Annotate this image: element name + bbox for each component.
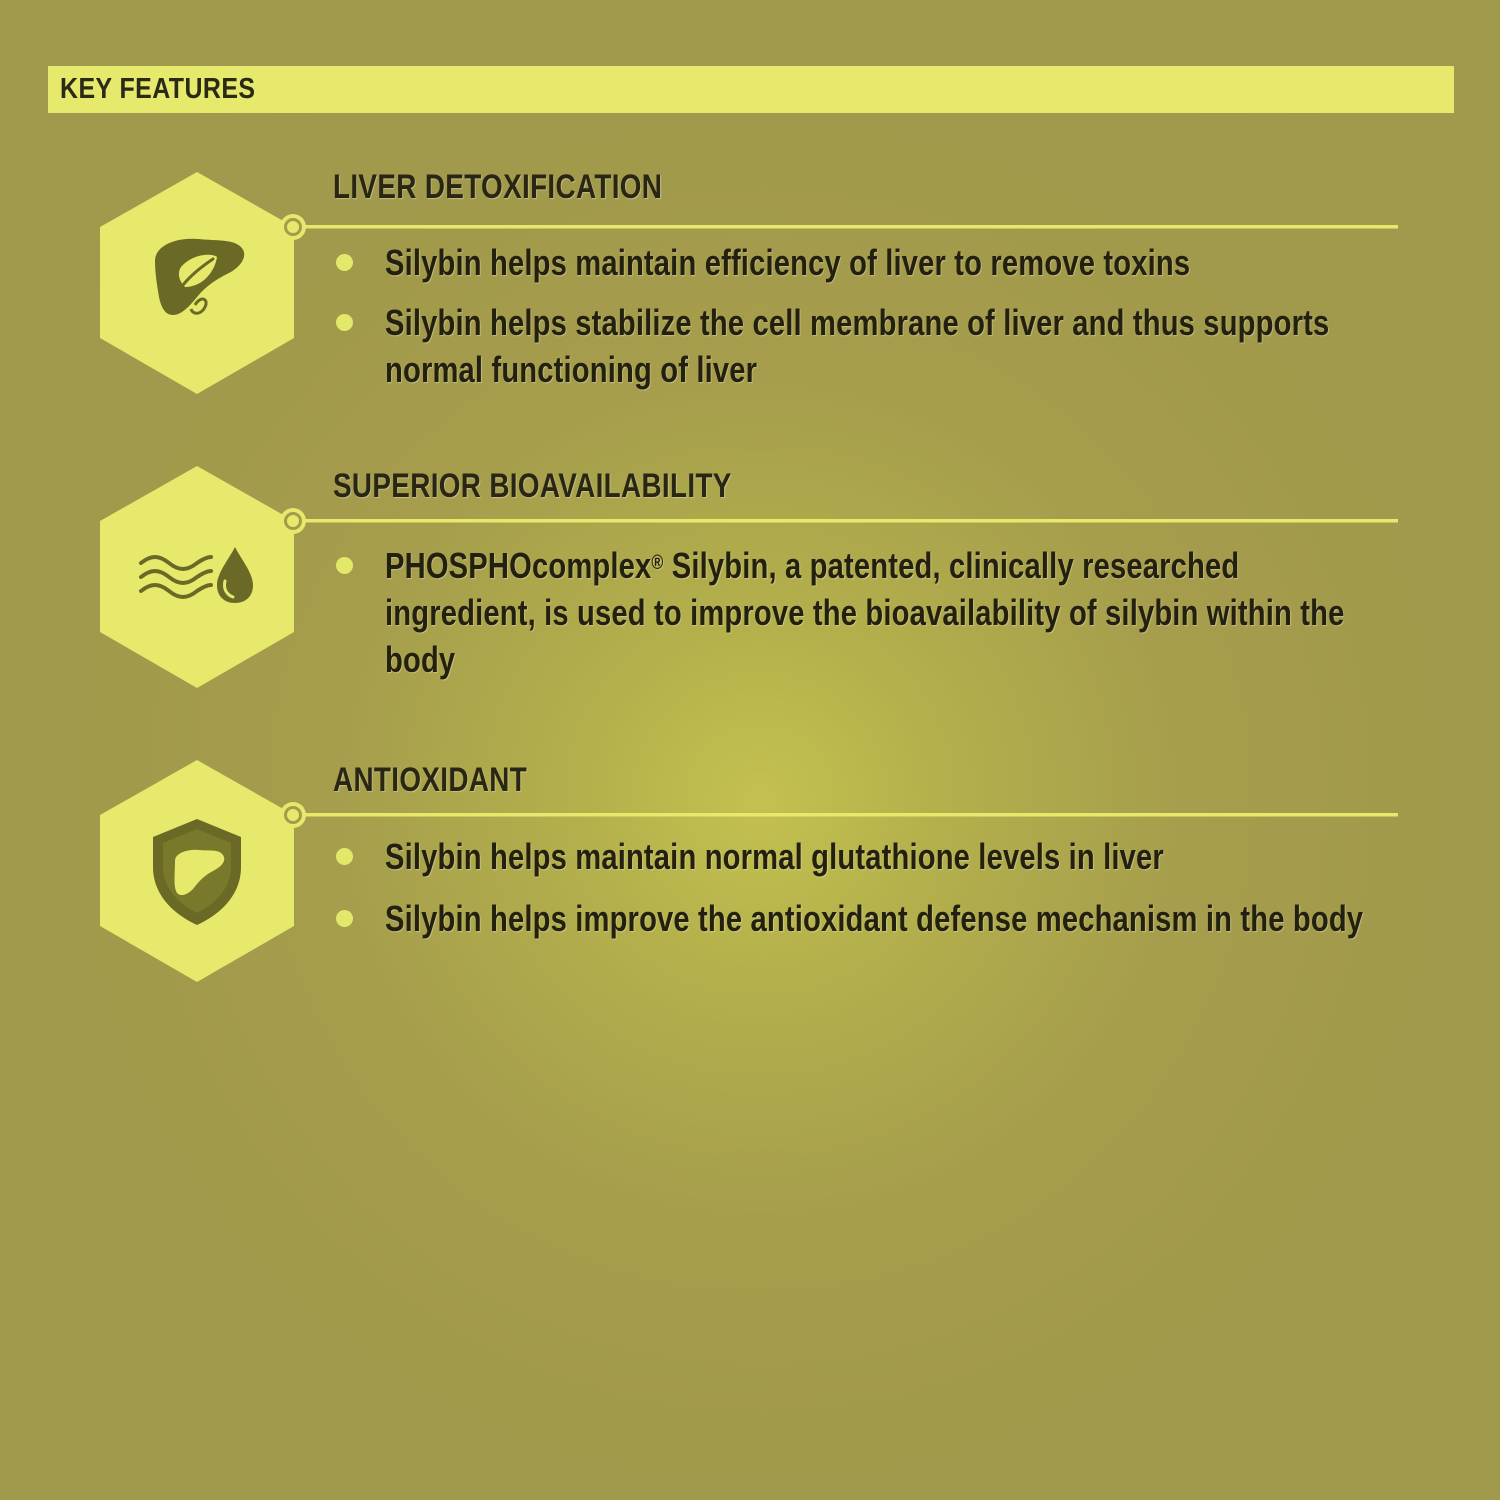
bullet-list	[333, 833, 1403, 957]
connector-line	[268, 798, 1408, 832]
connector-line	[268, 504, 1408, 538]
list-item: Silybin helps stabilize the cell membrane of liver and thus supports normal functioning of liver	[333, 299, 1403, 393]
feature-hexagon	[100, 466, 294, 688]
bullet-dot	[336, 848, 353, 865]
shield-liver-icon	[137, 811, 257, 931]
list-item: Silybin helps improve the antioxidant defense mechanism in the body	[333, 895, 1403, 942]
list-item: Silybin helps maintain normal glutathione levels in liver	[333, 833, 1403, 880]
feature-title: SUPERIOR BIOAVAILABILITY	[333, 467, 732, 505]
list-item: PHOSPHOcomplex® Silybin, a patented, clinically researched ingredient, is used to improve the bioavailability of silybin within the body	[333, 542, 1403, 683]
liver-leaf-icon	[137, 223, 257, 343]
header-title: KEY FEATURES	[60, 73, 256, 105]
bullet-dot	[336, 557, 353, 574]
feature-title: ANTIOXIDANT	[333, 761, 528, 799]
waves-drop-icon	[137, 517, 257, 637]
key-features-header	[48, 66, 1454, 113]
list-item: Silybin helps maintain efficiency of liver to remove toxins	[333, 239, 1403, 286]
feature-title: LIVER DETOXIFICATION	[333, 168, 663, 206]
feature-hexagon	[100, 172, 294, 394]
bullet-dot	[336, 254, 353, 271]
bullet-list	[333, 542, 1403, 698]
bullet-dot	[336, 314, 353, 331]
bullet-list	[333, 239, 1403, 408]
bullet-dot	[336, 910, 353, 927]
feature-hexagon	[100, 760, 294, 982]
